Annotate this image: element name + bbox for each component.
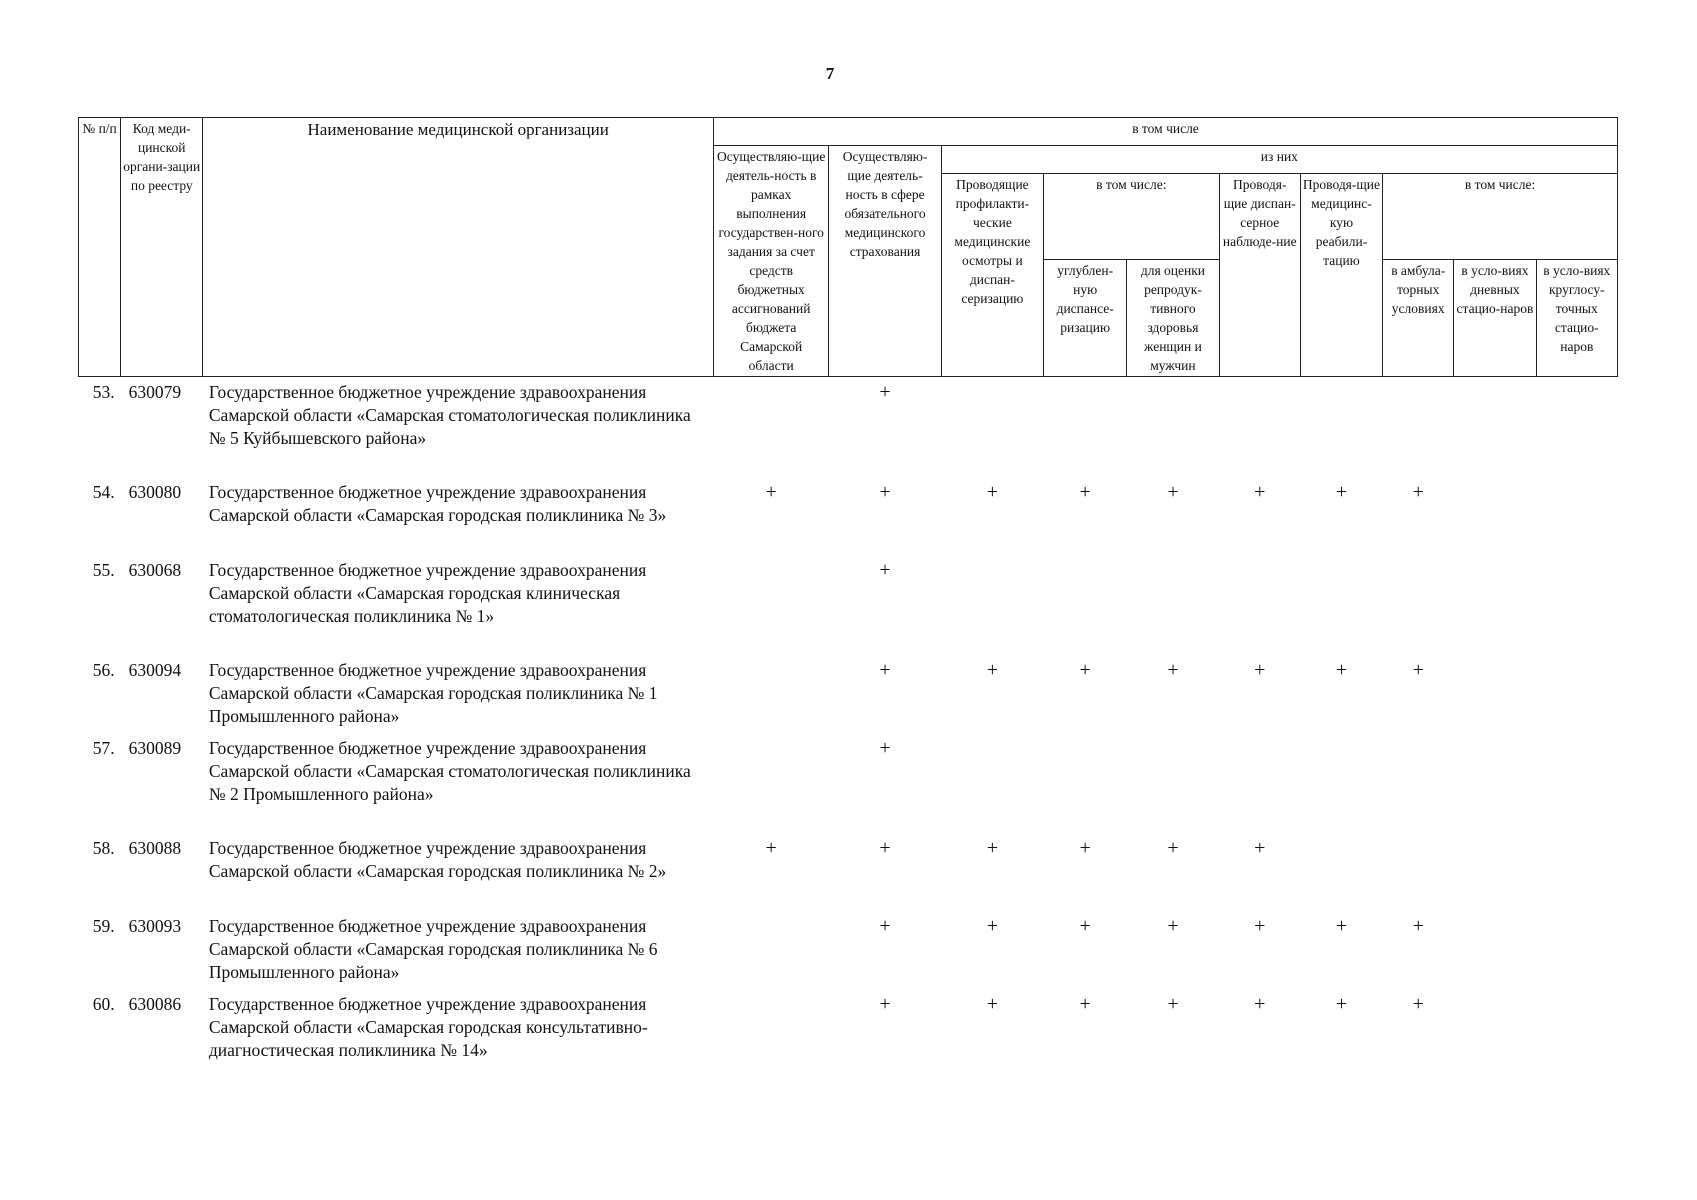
mark-round-clock	[1536, 989, 1617, 1089]
mark-disp-observation: +	[1254, 915, 1266, 937]
mark-oms: +	[879, 737, 891, 759]
mark-deep-disp: +	[1079, 993, 1091, 1015]
mark-state-assignment	[714, 555, 829, 655]
mark-prof-exams	[941, 555, 1043, 655]
mark-reproductive: +	[1167, 993, 1179, 1015]
header-name: Наименование медицинской организации	[203, 118, 714, 377]
mark-disp-observation: +	[1254, 481, 1266, 503]
mark-reproductive: +	[1167, 915, 1179, 937]
table-row	[79, 477, 1618, 555]
mark-disp-observation	[1219, 377, 1300, 478]
table-body	[79, 377, 1618, 1090]
header-day-hospital: в усло-виях дневных стацио-наров	[1454, 260, 1536, 377]
mark-rehab: +	[1335, 915, 1348, 937]
mark-reproductive	[1127, 377, 1219, 478]
mark-ambulatory: +	[1412, 993, 1424, 1015]
mark-oms: +	[879, 659, 891, 681]
header-num: № п/п	[79, 118, 121, 377]
row-code: 630093	[128, 916, 182, 936]
page-number: 7	[825, 64, 835, 83]
mark-deep-disp: +	[1079, 481, 1091, 503]
table-header	[79, 118, 1618, 377]
row-num: 53.	[92, 382, 115, 402]
row-name: Государственное бюджетное учреждение здравоохранения Самарской области «Самарская городская консультативно-диагностическая поликлиника № 14»	[208, 994, 648, 1060]
mark-round-clock	[1536, 477, 1617, 555]
header-including: в том числе	[714, 118, 1618, 146]
mark-reproductive	[1127, 733, 1219, 833]
mark-disp-observation	[1219, 733, 1300, 833]
mark-round-clock	[1536, 911, 1617, 989]
mark-prof-exams	[941, 733, 1043, 833]
row-code: 630094	[128, 660, 182, 680]
mark-ambulatory	[1383, 733, 1454, 833]
mark-state-assignment	[714, 733, 829, 833]
mark-disp-observation: +	[1254, 993, 1266, 1015]
mark-rehab: +	[1335, 481, 1348, 503]
mark-rehab	[1300, 555, 1382, 655]
mark-reproductive: +	[1167, 837, 1179, 859]
mark-state-assignment: +	[765, 481, 777, 503]
header-prof-exams: Проводящие профилакти-ческие медицинские осмотры и диспан-серизацию	[941, 174, 1043, 377]
mark-round-clock	[1536, 555, 1617, 655]
header-deep-disp: углублен-ную диспансе-ризацию	[1044, 260, 1127, 377]
mark-ambulatory: +	[1412, 915, 1424, 937]
mark-ambulatory	[1383, 555, 1454, 655]
row-code: 630079	[128, 382, 182, 402]
mark-deep-disp: +	[1079, 659, 1091, 681]
mark-day-hospital	[1454, 833, 1536, 911]
mark-day-hospital	[1454, 377, 1536, 478]
mark-rehab: +	[1335, 659, 1348, 681]
mark-ambulatory: +	[1412, 481, 1424, 503]
row-num: 56.	[92, 660, 115, 680]
header-round-clock: в усло-виях круглосу-точных стацио-наров	[1536, 260, 1617, 377]
row-name: Государственное бюджетное учреждение здравоохранения Самарской области «Самарская стоматологическая поликлиника № 2 Промышленного района»	[208, 738, 691, 804]
table-row	[79, 833, 1618, 911]
mark-reproductive: +	[1167, 659, 1179, 681]
mark-rehab: +	[1335, 993, 1348, 1015]
mark-prof-exams: +	[986, 993, 999, 1015]
header-code: Код меди-цинской органи-зации по реестру	[121, 118, 203, 377]
row-name: Государственное бюджетное учреждение здравоохранения Самарской области «Самарская городская поликлиника № 2»	[208, 838, 667, 881]
header-including-rehab: в том числе:	[1383, 174, 1618, 260]
mark-state-assignment	[714, 655, 829, 733]
row-code: 630088	[128, 838, 182, 858]
mark-disp-observation: +	[1254, 659, 1266, 681]
row-num: 58.	[92, 838, 115, 858]
mark-oms: +	[879, 481, 891, 503]
mark-state-assignment	[714, 989, 829, 1089]
table-row	[79, 555, 1618, 655]
header-of-them: из них	[941, 146, 1617, 174]
mark-ambulatory	[1383, 377, 1454, 478]
mark-deep-disp	[1044, 555, 1127, 655]
table-row	[79, 733, 1618, 833]
row-num: 59.	[92, 916, 115, 936]
mark-day-hospital	[1454, 911, 1536, 989]
row-code: 630089	[128, 738, 182, 758]
mark-ambulatory	[1383, 833, 1454, 911]
organizations-table	[78, 117, 1618, 1089]
header-state-assignment: Осуществляю-щие деятель-ность в рамках выполнения государствен-ного задания за счет средств бюджетных ассигнований бюджета Самарской области	[714, 146, 829, 377]
mark-state-assignment	[714, 377, 829, 478]
mark-reproductive: +	[1167, 481, 1179, 503]
mark-round-clock	[1536, 377, 1617, 478]
mark-oms: +	[879, 381, 891, 403]
row-num: 57.	[92, 738, 115, 758]
mark-prof-exams	[941, 377, 1043, 478]
row-code: 630086	[128, 994, 182, 1014]
mark-deep-disp: +	[1079, 837, 1091, 859]
row-num: 55.	[92, 560, 115, 580]
mark-deep-disp	[1044, 377, 1127, 478]
mark-day-hospital	[1454, 989, 1536, 1089]
mark-prof-exams: +	[986, 837, 999, 859]
row-name: Государственное бюджетное учреждение здравоохранения Самарской области «Самарская городская клиническая стоматологическая поликлиника № 1»	[208, 560, 647, 626]
mark-oms: +	[879, 837, 891, 859]
header-rehab: Проводя-щие медицинс-кую реабили-тацию	[1300, 174, 1382, 377]
mark-day-hospital	[1454, 555, 1536, 655]
row-code: 630068	[128, 560, 182, 580]
mark-rehab	[1300, 377, 1382, 478]
mark-state-assignment	[714, 911, 829, 989]
mark-oms: +	[879, 993, 891, 1015]
header-oms: Осуществляю-щие деятель-ность в сфере обязательного медицинского страхования	[829, 146, 941, 377]
mark-ambulatory: +	[1412, 659, 1424, 681]
mark-oms: +	[879, 559, 891, 581]
mark-state-assignment: +	[765, 837, 777, 859]
row-num: 54.	[92, 482, 115, 502]
mark-rehab	[1300, 733, 1382, 833]
row-name: Государственное бюджетное учреждение здравоохранения Самарской области «Самарская городская поликлиника № 6 Промышленного района»	[208, 916, 658, 982]
mark-prof-exams: +	[986, 659, 999, 681]
mark-round-clock	[1536, 733, 1617, 833]
mark-round-clock	[1536, 833, 1617, 911]
row-num: 60.	[92, 994, 115, 1014]
mark-prof-exams: +	[986, 915, 999, 937]
mark-deep-disp: +	[1079, 915, 1091, 937]
table-row	[79, 377, 1618, 478]
mark-day-hospital	[1454, 655, 1536, 733]
row-name: Государственное бюджетное учреждение здравоохранения Самарской области «Самарская стоматологическая поликлиника № 5 Куйбышевского района»	[208, 382, 691, 448]
table-row	[79, 989, 1618, 1089]
header-reproductive: для оценки репродук-тивного здоровья женщин и мужчин	[1127, 260, 1219, 377]
header-disp-observation: Проводя-щие диспан-серное наблюде-ние	[1219, 174, 1300, 377]
mark-disp-observation: +	[1254, 837, 1266, 859]
mark-deep-disp	[1044, 733, 1127, 833]
mark-prof-exams: +	[986, 481, 999, 503]
row-code: 630080	[128, 482, 182, 502]
table-row	[79, 655, 1618, 733]
header-including-exams: в том числе:	[1044, 174, 1220, 260]
mark-day-hospital	[1454, 733, 1536, 833]
table-row	[79, 911, 1618, 989]
mark-rehab	[1300, 833, 1382, 911]
mark-day-hospital	[1454, 477, 1536, 555]
row-name: Государственное бюджетное учреждение здравоохранения Самарской области «Самарская городская поликлиника № 1 Промышленного района»	[208, 660, 658, 726]
header-ambulatory: в амбула-торных условиях	[1383, 260, 1454, 377]
mark-round-clock	[1536, 655, 1617, 733]
mark-disp-observation	[1219, 555, 1300, 655]
row-name: Государственное бюджетное учреждение здравоохранения Самарской области «Самарская городская поликлиника № 3»	[208, 482, 667, 525]
mark-reproductive	[1127, 555, 1219, 655]
mark-oms: +	[879, 915, 891, 937]
